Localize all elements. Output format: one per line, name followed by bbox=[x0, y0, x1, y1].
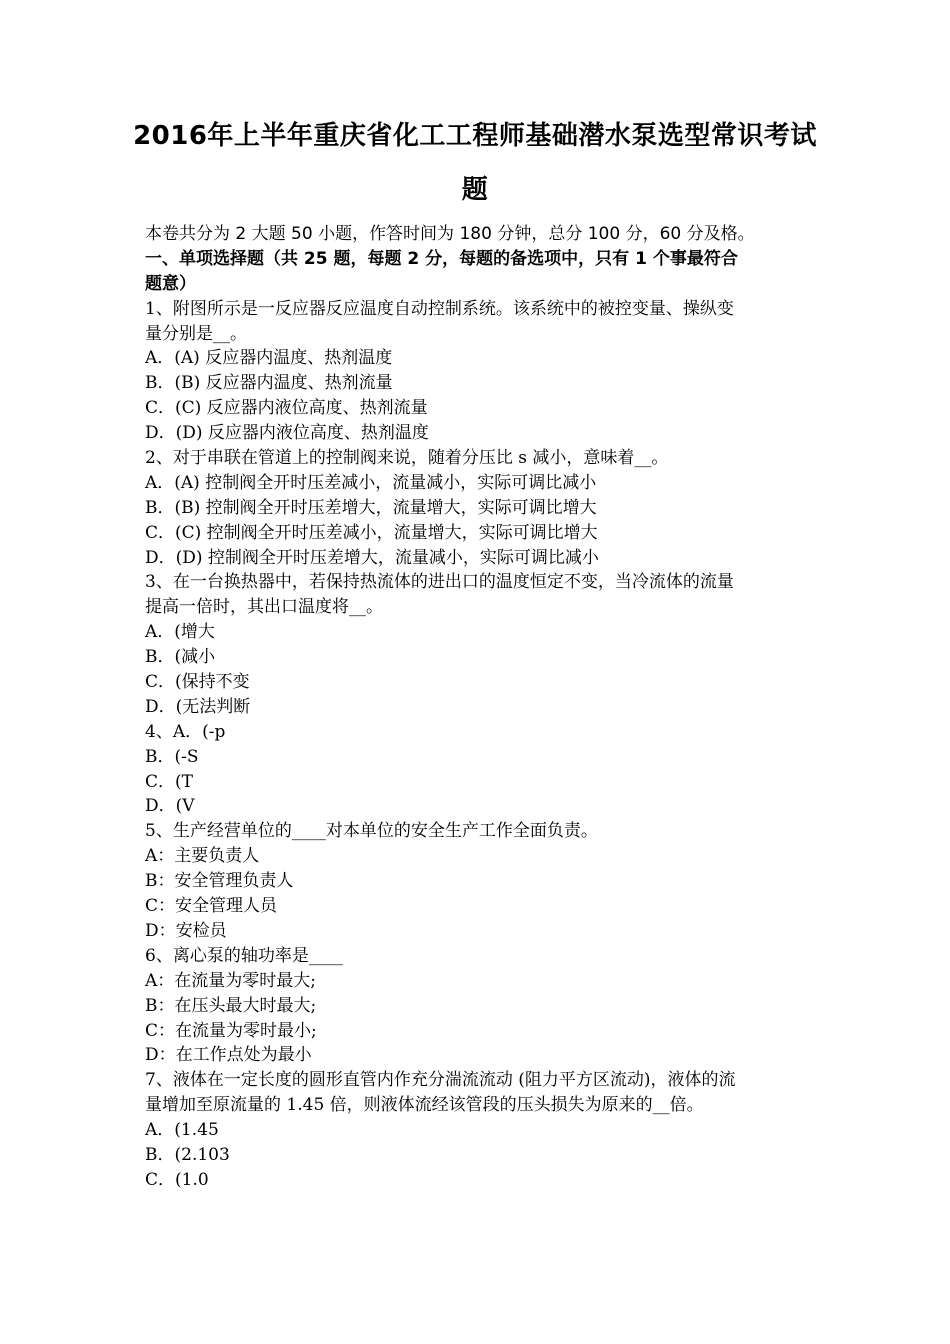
option-line: D．(无法判断 bbox=[145, 696, 251, 717]
option-line: B．(B) 反应器内温度、热剂流量 bbox=[145, 373, 393, 394]
option-line: C．(C) 控制阀全开时压差减小，流量增大，实际可调比增大 bbox=[145, 522, 598, 543]
option-line: C．(保持不变 bbox=[145, 672, 250, 693]
option-line: D．(V bbox=[145, 796, 195, 817]
option-line: A：主要负责人 bbox=[145, 846, 260, 867]
option-line: C．(T bbox=[145, 771, 193, 792]
question-line: 6、离心泵的轴功率是____ bbox=[145, 945, 343, 966]
option-line: A．(增大 bbox=[145, 622, 215, 643]
section-heading-line2: 题意） bbox=[145, 273, 196, 294]
option-line: B．(减小 bbox=[145, 647, 216, 668]
option-line: B．(2.103 bbox=[145, 1144, 230, 1165]
option-line: D：安检员 bbox=[145, 920, 227, 941]
option-line: B：安全管理负责人 bbox=[145, 871, 294, 892]
question-line: 7、液体在一定长度的圆形直管内作充分湍流流动 (阻力平方区流动)，液体的流 bbox=[145, 1070, 736, 1091]
option-line: B．(B) 控制阀全开时压差增大，流量增大，实际可调比增大 bbox=[145, 497, 597, 518]
option-line: A：在流量为零时最大; bbox=[145, 970, 317, 991]
option-line: A．(A) 控制阀全开时压差减小，流量减小，实际可调比减小 bbox=[145, 472, 597, 493]
question-line: 量增加至原流量的 1.45 倍，则液体流经该管段的压头损失为原来的__倍。 bbox=[145, 1095, 704, 1116]
question-line: 1、附图所示是一反应器反应温度自动控制系统。该系统中的被控变量、操纵变 bbox=[145, 298, 734, 319]
document-title-line2: 题 bbox=[461, 175, 489, 205]
section-heading-line1: 一、单项选择题（共 25 题，每题 2 分，每题的备选项中，只有 1 个事最符合 bbox=[145, 248, 738, 269]
question-line: 提高一倍时，其出口温度将__。 bbox=[145, 597, 383, 618]
option-line: B：在压头最大时最大; bbox=[145, 995, 317, 1016]
option-line: C．(1.0 bbox=[145, 1169, 209, 1190]
option-line: C：安全管理人员 bbox=[145, 896, 278, 917]
question-line: 5、生产经营单位的____对本单位的安全生产工作全面负责。 bbox=[145, 821, 598, 842]
question-line: 3、在一台换热器中，若保持热流体的进出口的温度恒定不变，当冷流体的流量 bbox=[145, 572, 734, 593]
option-line: D．(D) 控制阀全开时压差增大，流量减小，实际可调比减小 bbox=[145, 547, 599, 568]
option-line: A．(A) 反应器内温度、热剂温度 bbox=[145, 348, 393, 369]
option-line: D：在工作点处为最小 bbox=[145, 1045, 312, 1066]
option-line: A．(1.45 bbox=[145, 1120, 219, 1141]
document-title-line1: 2016年上半年重庆省化工工程师基础潜水泵选型常识考试 bbox=[133, 121, 817, 151]
question-line: 4、A．(-p bbox=[145, 721, 226, 742]
question-line: 量分别是__。 bbox=[145, 323, 247, 344]
question-line: 2、对于串联在管道上的控制阀来说，随着分压比 s 减小，意味着__。 bbox=[145, 448, 669, 469]
option-line: C：在流量为零时最小; bbox=[145, 1020, 317, 1041]
exam-intro: 本卷共分为 2 大题 50 小题，作答时间为 180 分钟，总分 100 分，60 分及格。 bbox=[145, 224, 755, 244]
option-line: B．(-S bbox=[145, 746, 199, 767]
document-body bbox=[145, 222, 815, 1193]
option-line: D．(D) 反应器内液位高度、热剂温度 bbox=[145, 423, 429, 444]
option-line: C．(C) 反应器内液位高度、热剂流量 bbox=[145, 398, 428, 419]
